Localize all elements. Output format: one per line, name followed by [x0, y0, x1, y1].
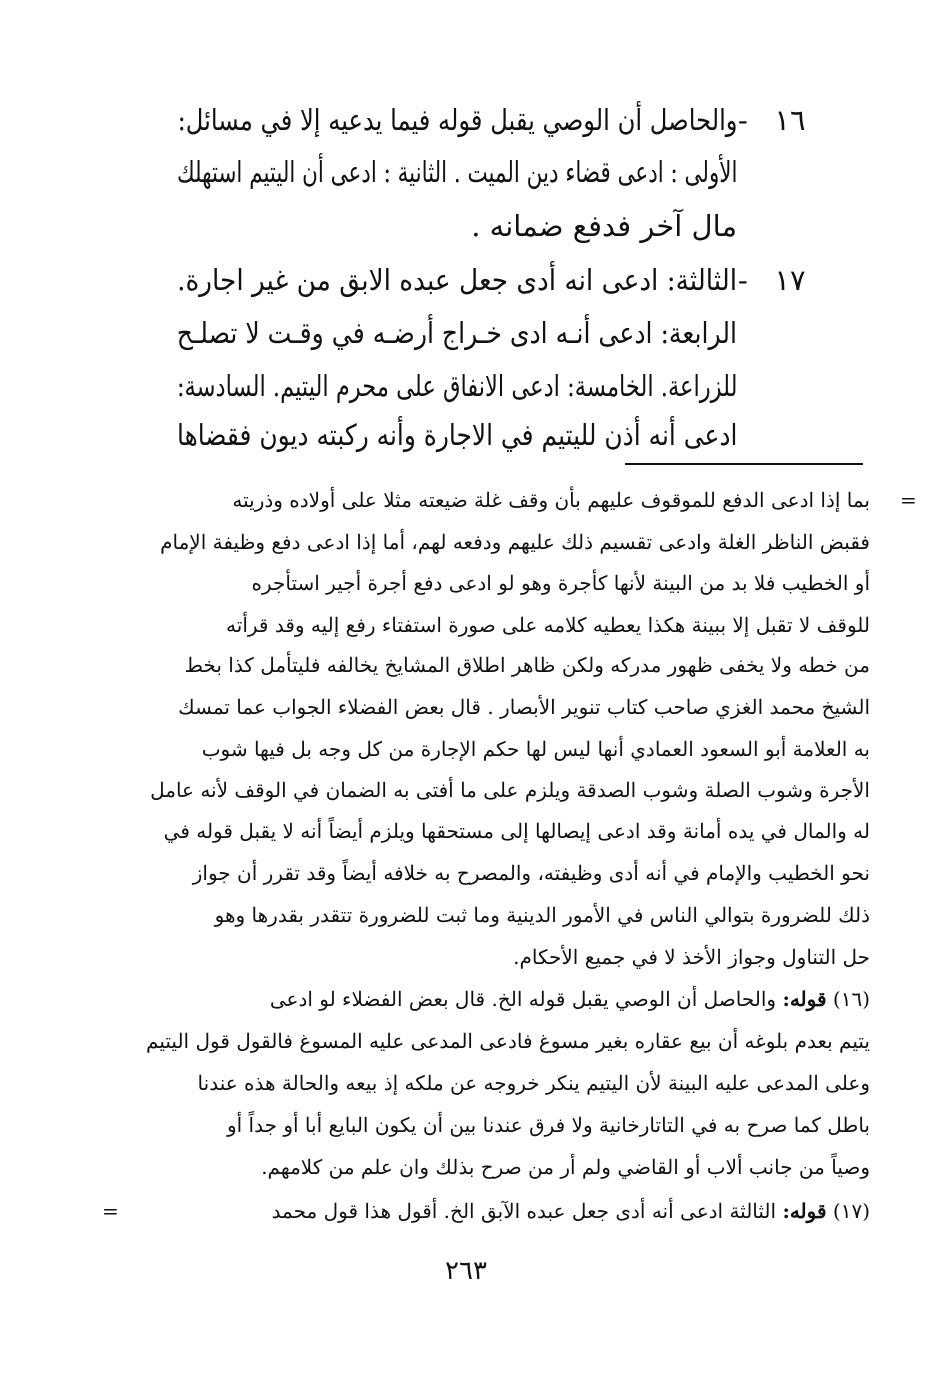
continuation-mark: =: [900, 488, 917, 512]
item-16-line-3: مال آخر فدفع ضمانه .: [471, 209, 737, 243]
footnote-17-number: (١٧): [832, 1199, 870, 1223]
item-16-number: ١٦: [774, 103, 806, 137]
item-17-dash: -: [738, 263, 748, 297]
item-16-dash: -: [738, 103, 748, 137]
item-17-number: ١٧: [774, 263, 806, 297]
footnote-16-line: وعلى المدعى عليه البينة لأن اليتيم ينكر خروجه عن ملكه إذ بيعه والحالة هذه عندنا: [197, 1071, 870, 1095]
item-16-line-1: والحاصل أن الوصي يقبل قوله فيما يدعيه إلا في مسائل:: [177, 103, 737, 137]
footnote-separator: [625, 463, 863, 465]
footnote-16-label: قوله:: [782, 987, 827, 1011]
footnote-16-line: باطل كما صرح به في التاتارخانية ولا فرق عندنا بين أن يكون البايع أبا أو جداً أو: [226, 1113, 870, 1137]
footnote-16-first-line: [270, 984, 870, 1014]
footnote-16-text: والحاصل أن الوصي يقبل قوله الخ. قال بعض الفضلاء لو ادعى: [269, 987, 777, 1011]
footnote-continuation-line: الشيخ محمد الغزي صاحب كتاب تنوير الأبصار . قال بعض الفضلاء الجواب عما تمسك: [178, 695, 870, 719]
footnote-continuation-line: للوقف لا تقبل إلا ببينة هكذا يعطيه كلامه على صورة استفتاء رفع إليه وقد قرأته: [226, 613, 870, 637]
footnote-continuation-line: له والمال في يده أمانة وقد ادعى إيصالها إلى مستحقها ويلزم أيضاً أنه لا يقبل قوله في: [163, 819, 870, 843]
footnote-17-line: [272, 1196, 870, 1226]
footnote-continuation-line: به العلامة أبو السعود العمادي أنها ليس لها حكم الإجارة من كل وجه بل فيها شوب: [201, 737, 870, 761]
footnote-continuation-line: من خطه ولا يخفى ظهور مدركه ولكن ظاهر اطلاق المشايخ يخالفه فليتأمل كذا بخط: [184, 653, 870, 677]
page-number: ٢٦٣: [445, 1256, 487, 1286]
footnote-continuation-line: الأجرة وشوب الصلة وشوب الصدقة ويلزم على ما أفتى به الضمان في الوقف لأنه عامل: [150, 778, 870, 802]
footnote-continuation-line: بما إذا ادعى الدفع للموقوف عليهم بأن وقف غلة ضيعته مثلا على أولاده وذريته: [232, 488, 870, 512]
footnote-17-text: الثالثة ادعى أنه أدى جعل عبده الآبق الخ. أقول هذا قول محمد: [271, 1199, 777, 1223]
footnote-continuation-line: نحو الخطيب والإمام في أنه أدى وظيفته، والمصرح به خلافه أيضاً وقد تقرر أن جواز: [192, 861, 870, 885]
footnote-continuation-line: أو الخطيب فلا بد من البينة لأنها كأجرة وهو لو ادعى دفع أجرة أجير استأجره: [251, 571, 870, 595]
footnote-continuation-line: حل التناول وجواز الأخذ لا في جميع الأحكام.: [513, 945, 870, 969]
item-17-line-4: ادعى أنه أذن لليتيم في الاجارة وأنه ركبته ديون فقضاها: [176, 418, 737, 452]
footnote-16-line: يتيم بعدم بلوغه أن بيع عقاره بغير مسوغ فادعى المدعى عليه المسوغ فالقول قول اليتيم: [146, 1029, 870, 1053]
item-17-line-1: الثالثة: ادعى انه أدى جعل عبده الابق من غير اجارة.: [176, 263, 737, 297]
item-17-line-2: الرابعة: ادعى أنـه ادى خـراج أرضـه في وقـت لا تصلـح: [176, 316, 737, 350]
item-17-line-3: للزراعة. الخامسة: ادعى الانفاق على محرم اليتيم. السادسة:: [176, 369, 737, 403]
footnote-16-number: (١٦): [832, 987, 870, 1011]
footnote-continuation-line: ذلك للضرورة بتوالي الناس في الأمور الدينية وما ثبت للضرورة تتقدر بقدرها وهو: [214, 903, 870, 927]
footnote-16-line: وصياً من جانب ألاب أو القاضي ولم أر من صرح بذلك وان علم من كلامهم.: [261, 1155, 870, 1179]
item-16-line-2: الأولى : ادعى قضاء دين الميت . الثانية : ادعى أن اليتيم استهلك: [176, 155, 737, 189]
footnote-continuation-line: فقبض الناظر الغلة وادعى تقسيم ذلك عليهم ودفعه لهم، أما إذا ادعى دفع وظيفة الإمام: [160, 530, 870, 554]
continues-mark: =: [102, 1199, 119, 1223]
footnote-17-label: قوله:: [782, 1199, 827, 1223]
